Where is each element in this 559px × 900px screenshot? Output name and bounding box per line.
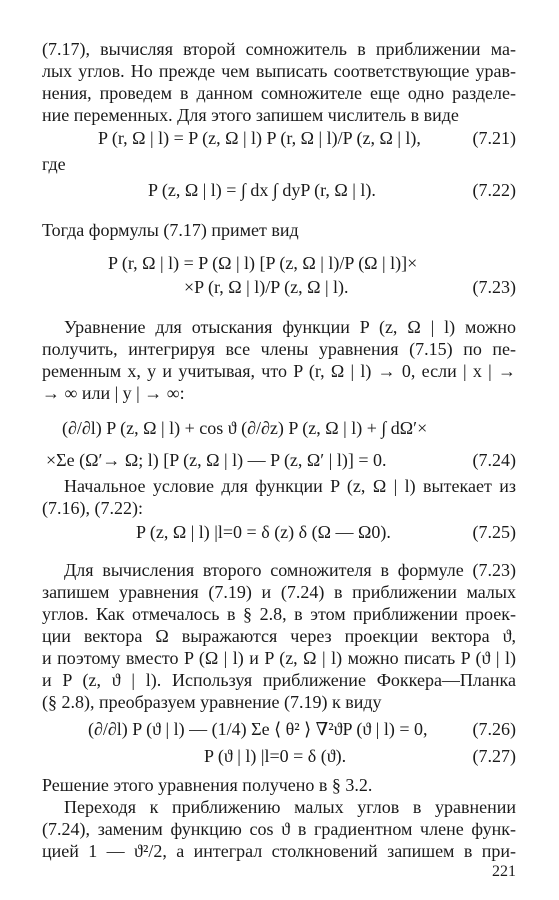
text-line: ние переменных. Для этого запишем числитель в виде [42, 105, 459, 125]
text-line: нения, проведем в данном сомножителе еще одно разделе- [42, 83, 516, 103]
text-line: и P (z, ϑ | l). Используя приближение Фоккера—Планка [42, 670, 516, 690]
equation-number: (7.22) [472, 180, 516, 200]
text-line: → ∞ или | y | → ∞: [42, 383, 185, 403]
text-line: Тогда формулы (7.17) примет вид [42, 220, 299, 240]
text-line: (7.16), (7.22): [42, 498, 143, 518]
text-line: Переходя к приближению малых углов в уравнении [64, 797, 516, 817]
text-line: ременным x, y и учитывая, что P (r, Ω | l) → 0, если | x | → [42, 361, 516, 381]
text-line: (7.24), заменим функцию cos ϑ в градиентном члене функ- [42, 819, 516, 839]
text-line: Для вычисления второго сомножителя в формуле (7.23) [64, 560, 516, 580]
text-line: (§ 2.8), преобразуем уравнение (7.19) к виду [42, 692, 382, 712]
text-line: (7.17), вычисляя второй сомножитель в приближении ма- [42, 39, 516, 59]
equation-7-24-line-1: (∂/∂l) P (z, Ω | l) + cos ϑ (∂/∂z) P (z, Ω | l) + ∫ dΩ′× [62, 418, 428, 438]
equation-number: (7.23) [472, 277, 516, 297]
equation-7-23-line-1: P (r, Ω | l) = P (Ω | l) [P (z, Ω | l)/P (Ω | l)]× [108, 253, 418, 273]
text-line: Начальное условие для функции P (z, Ω | l) вытекает из [64, 476, 516, 496]
equation-number: (7.21) [472, 128, 516, 148]
equation-7-22: P (z, Ω | l) = ∫ dx ∫ dyP (r, Ω | l). [148, 180, 376, 200]
text-line: лых углов. Но прежде чем выписать соответствующие урав- [42, 61, 516, 81]
equation-7-25: P (z, Ω | l) |l=0 = δ (z) δ (Ω — Ω0). [136, 522, 391, 542]
text-line: где [42, 154, 66, 174]
text-line: Решение этого уравнения получено в § 3.2. [42, 775, 373, 795]
text-line: ции вектора Ω выражаются через проекции вектора ϑ, [42, 626, 516, 646]
equation-7-23-line-2: ×P (r, Ω | l)/P (z, Ω | l). [184, 277, 349, 297]
text-line: и поэтому вместо P (Ω | l) и P (z, Ω | l) можно писать P (ϑ | l) [42, 648, 516, 668]
text-line: запишем уравнения (7.19) и (7.24) в приближении малых [42, 582, 516, 602]
equation-7-24-line-2: ×Σe (Ω′→ Ω; l) [P (z, Ω | l) — P (z, Ω′ | l)] = 0. [46, 450, 387, 470]
equation-number: (7.27) [472, 746, 516, 766]
equation-number: (7.25) [472, 522, 516, 542]
text-line: цией 1 — ϑ²/2, а интеграл столкновений запишем в при- [42, 841, 516, 861]
text-line: получить, интегрируя все члены уравнения (7.15) по пе- [42, 339, 516, 359]
text-line: Уравнение для отыскания функции P (z, Ω | l) можно [64, 317, 516, 337]
equation-7-27: P (ϑ | l) |l=0 = δ (ϑ). [204, 746, 347, 766]
equation-7-26: (∂/∂l) P (ϑ | l) — (1/4) Σe ⟨ θ² ⟩ ∇²ϑP (ϑ | l) = 0, [88, 719, 428, 739]
page-number: 221 [492, 863, 516, 880]
equation-7-21: P (r, Ω | l) = P (z, Ω | l) P (r, Ω | l)/P (z, Ω | l), [98, 128, 421, 148]
text-line: углов. Как отмечалось в § 2.8, в этом приближении проек- [42, 604, 516, 624]
equation-number: (7.26) [472, 719, 516, 739]
equation-number: (7.24) [472, 450, 516, 470]
